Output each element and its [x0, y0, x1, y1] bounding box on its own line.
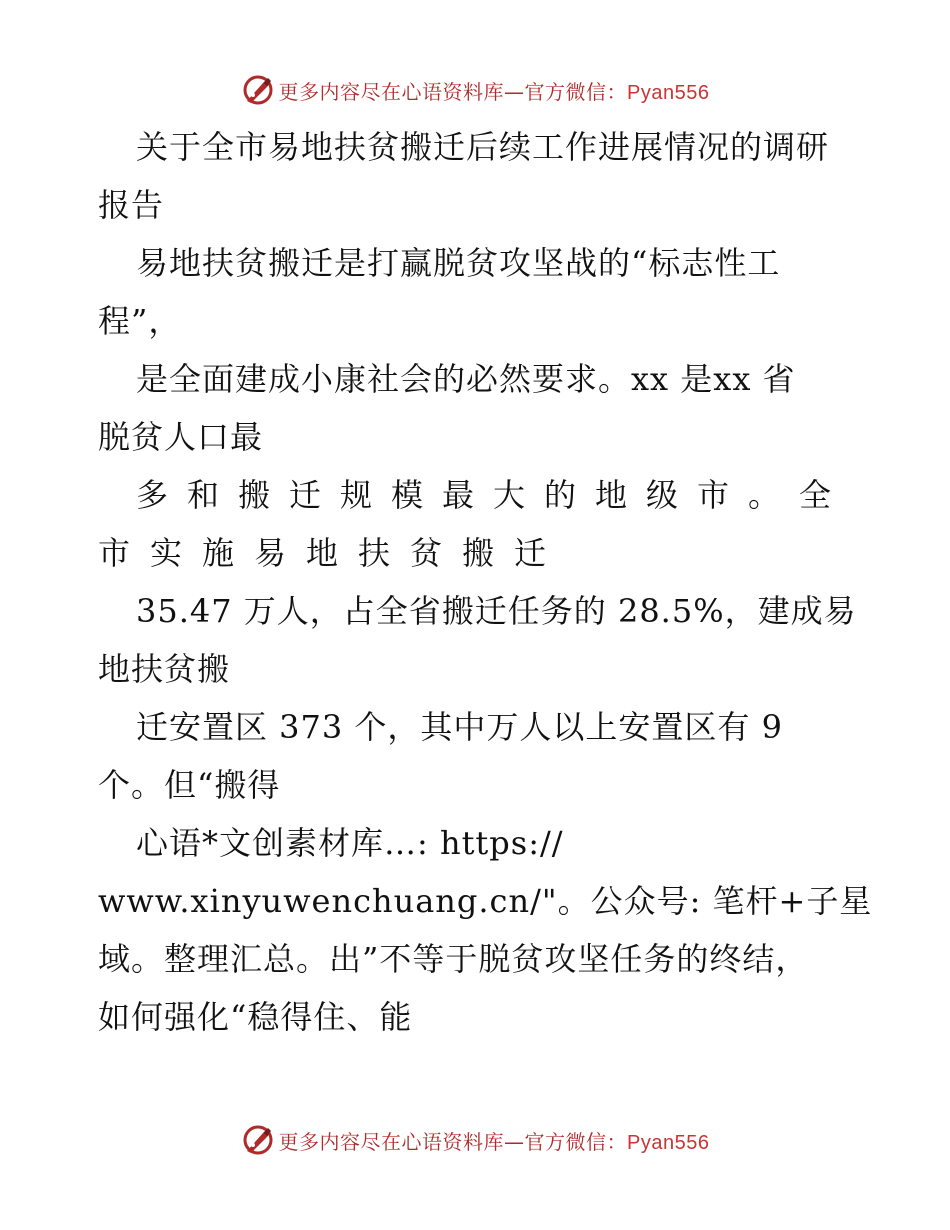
paragraph-line: www.xinyuwenchuang.cn/"。公众号: 笔杆+子星	[98, 882, 873, 920]
paragraph-line: 易地扶贫搬迁是打赢脱贫攻坚战的“标志性工	[136, 244, 781, 282]
watermark-official: 官方微信：	[524, 79, 628, 104]
watermark-main: 更多内容尽在心语资料库	[278, 79, 505, 104]
paragraph-line: 市实施易地扶贫搬迁	[98, 534, 567, 572]
pen-logo-icon	[241, 1123, 275, 1157]
watermark-main: 更多内容尽在心语资料库	[278, 1129, 505, 1154]
paragraph-line: 程”，	[98, 302, 182, 340]
watermark-handle: Pyan556	[627, 1131, 710, 1154]
footer-watermark	[0, 1120, 950, 1160]
paragraph-line: 地扶贫搬	[98, 650, 231, 688]
watermark-official: 官方微信：	[524, 1129, 628, 1154]
watermark-text	[279, 1126, 710, 1155]
paragraph-line: 迁安置区 373 个，其中万人以上安置区有 9	[136, 708, 783, 746]
paragraph-line: 是全面建成小康社会的必然要求。xx 是xx 省	[136, 360, 796, 398]
paragraph-line: 如何强化“稳得住、能	[98, 998, 413, 1036]
paragraph-line: 多和搬迁规模最大的地级市。全	[136, 476, 851, 514]
pen-logo-icon	[241, 73, 275, 107]
paragraph-line: 脱贫人口最	[98, 418, 264, 456]
watermark-dash: —	[504, 1129, 525, 1154]
paragraph-line: 域。整理汇总。出”不等于脱贫攻坚任务的终结，	[98, 940, 809, 978]
watermark-handle: Pyan556	[627, 81, 710, 104]
doc-title-line-1: 关于全市易地扶贫搬迁后续工作进展情况的调研	[136, 128, 830, 166]
watermark-dash: —	[504, 79, 525, 104]
doc-title-line-2: 报告	[98, 186, 165, 224]
watermark-text	[279, 76, 710, 105]
paragraph-line: 个。但“搬得	[98, 766, 281, 804]
header-watermark	[0, 70, 950, 110]
paragraph-line: 35.47 万人，占全省搬迁任务的 28.5%，建成易	[136, 592, 857, 630]
paragraph-line: 心语*文创素材库…: https://	[136, 824, 564, 862]
